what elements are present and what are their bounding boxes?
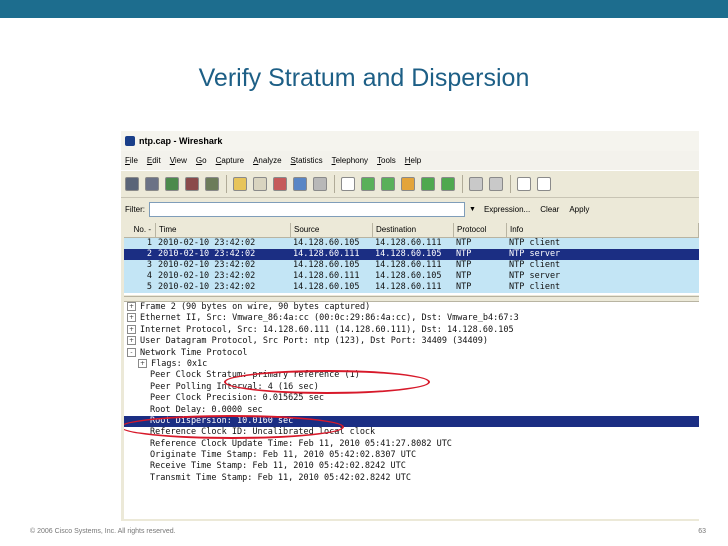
tree-item-root-delay[interactable] [124,405,699,416]
menu-statistics[interactable]: Statistics [290,156,323,165]
tree-item-transmit-time[interactable] [124,473,699,484]
column-header-info[interactable]: Info [507,223,699,237]
page-number: 63 [698,528,706,535]
packet-row[interactable] [124,271,699,282]
tree-item-label: Network Time Protocol [140,347,248,358]
packet-protocol: NTP [456,282,472,292]
footer-copyright: © 2006 Cisco Systems, Inc. All rights reserved. [30,528,176,535]
capture-options-icon[interactable] [145,177,159,191]
tree-item-receive-time[interactable] [124,461,699,472]
go-last-icon[interactable] [441,177,455,191]
packet-info: NTP server [509,249,561,259]
capture-restart-icon[interactable] [205,177,219,191]
packet-source: 14.128.60.111 [293,249,360,259]
tree-item-label: Root Dispersion: 10.0160 sec [150,415,294,426]
toolbar-separator [462,175,463,193]
tree-item-ntp[interactable] [124,348,699,359]
window-titlebar [121,131,699,151]
toolbar-separator [226,175,227,193]
go-back-icon[interactable] [361,177,375,191]
tree-item-label: Frame 2 (90 bytes on wire, 90 bytes captured) [140,302,371,312]
menu-capture[interactable]: Capture [215,156,245,165]
tree-item-label: User Datagram Protocol, Src Port: ntp (123), Dst Port: 34409 (34409) [140,336,488,347]
expand-icon[interactable]: + [128,303,135,310]
menu-help[interactable]: Help [404,156,422,165]
packet-protocol: NTP [456,271,472,281]
column-header-destination[interactable]: Destination [373,223,454,237]
tree-item-label: Receive Time Stamp: Feb 11, 2010 05:42:02.8242 UTC [150,461,406,472]
wireshark-window [121,131,699,521]
packet-info: NTP client [509,282,561,292]
packet-info: NTP server [509,271,561,281]
packet-no: 3 [146,260,152,270]
print-icon[interactable] [313,177,327,191]
packet-row[interactable] [124,260,699,271]
wireshark-app-icon [125,136,135,146]
filter-label: Filter: [125,204,145,214]
expression-button[interactable]: Expression... [483,204,531,214]
reload-icon[interactable] [293,177,307,191]
tree-item-label: Peer Clock Precision: 0.015625 sec [150,393,324,404]
column-header-protocol[interactable]: Protocol [454,223,507,237]
packet-protocol: NTP [456,249,472,259]
capture-start-icon[interactable] [165,177,179,191]
tree-item-label: Peer Clock Stratum: primary reference (1) [150,370,360,381]
tree-item-label: Peer Polling Interval: 4 (16 sec) [150,381,319,392]
tree-item-flags[interactable] [124,359,699,370]
tree-item-label: Transmit Time Stamp: Feb 11, 2010 05:42:02.8242 UTC [150,472,411,483]
filter-dropdown-icon[interactable]: ▼ [469,205,476,213]
packet-time: 2010-02-10 23:42:02 [158,249,256,259]
interface-list-icon[interactable] [125,177,139,191]
tree-item-root-dispersion[interactable] [124,416,699,427]
packet-destination: 14.128.60.111 [375,238,442,248]
packet-list-header [124,223,699,238]
packet-protocol: NTP [456,238,472,248]
autoscroll-icon[interactable] [489,177,503,191]
menu-file[interactable]: File [125,156,138,165]
open-file-icon[interactable] [233,177,247,191]
column-header-no[interactable]: No. - [124,223,156,237]
tree-item-precision[interactable] [124,393,699,404]
menu-edit[interactable]: Edit [146,156,161,165]
expand-icon[interactable]: + [139,359,146,367]
column-header-time[interactable]: Time [156,223,291,237]
packet-time: 2010-02-10 23:42:02 [158,271,256,281]
packet-no: 2 [146,249,152,259]
tree-item-reference-update-time[interactable] [124,439,699,450]
window-title: ntp.cap - Wireshark [139,136,223,146]
tree-item-label: Reference Clock ID: Uncalibrated local clock [150,427,376,438]
tree-item-stratum[interactable] [124,370,699,381]
tree-item-label: Internet Protocol, Src: 14.128.60.111 (14.128.60.111), Dst: 14.128.60.105 [140,324,514,335]
toolbar-separator [510,175,511,193]
filter-bar [121,198,699,220]
clear-button[interactable]: Clear [540,204,560,214]
go-to-packet-icon[interactable] [401,177,415,191]
slide-header-bar [0,0,728,18]
menu-bar [121,151,699,170]
tree-item-label: Ethernet II, Src: Vmware_86:4a:cc (00:0c:29:86:4a:cc), Dst: Vmware_b4:67:3 [140,313,519,324]
packet-no: 4 [146,271,152,281]
packet-info: NTP client [509,238,561,248]
packet-time: 2010-02-10 23:42:02 [158,260,256,270]
packet-source: 14.128.60.105 [293,260,360,270]
colorize-icon[interactable] [469,177,483,191]
packet-row[interactable] [124,238,699,249]
tree-item-label: Flags: 0x1c [151,358,208,369]
save-file-icon[interactable] [253,177,267,191]
packet-info: NTP client [509,260,561,270]
expand-icon[interactable]: + [128,325,135,333]
capture-stop-icon[interactable] [185,177,199,191]
tree-item-label: Root Delay: 0.0000 sec [150,404,263,415]
expand-icon[interactable]: + [128,337,135,345]
menu-view[interactable]: View [169,156,187,165]
menu-tools[interactable]: Tools [377,156,396,165]
packet-protocol: NTP [456,260,472,270]
tree-item-ethernet[interactable] [124,313,699,324]
tree-item-label: Originate Time Stamp: Feb 11, 2010 05:42:02.8307 UTC [150,450,417,461]
menu-analyze[interactable]: Analyze [253,156,282,165]
tree-item-udp[interactable] [124,336,699,347]
slide-title: Verify Stratum and Dispersion [198,64,530,92]
go-first-icon[interactable] [421,177,435,191]
packet-row-selected[interactable] [124,249,699,260]
apply-button[interactable]: Apply [569,204,590,214]
packet-no: 1 [146,238,152,248]
column-header-source[interactable]: Source [291,223,373,237]
packet-source: 14.128.60.105 [293,282,360,292]
packet-destination: 14.128.60.105 [375,271,442,281]
menu-telephony[interactable]: Telephony [331,156,369,165]
packet-no: 5 [146,282,152,292]
packet-destination: 14.128.60.105 [375,249,442,259]
tree-item-ip[interactable] [124,325,699,336]
packet-source: 14.128.60.105 [293,238,360,248]
packet-row[interactable] [124,282,699,293]
packet-list [124,223,699,295]
toolbar-separator [334,175,335,193]
tree-item-reference-clock-id[interactable] [124,427,699,438]
packet-time: 2010-02-10 23:42:02 [158,282,256,292]
zoom-in-icon[interactable] [517,177,531,191]
close-file-icon[interactable] [273,177,287,191]
expand-icon[interactable]: + [128,314,135,322]
packet-time: 2010-02-10 23:42:02 [158,238,256,248]
main-toolbar [121,170,699,198]
go-forward-icon[interactable] [381,177,395,191]
tree-item-label: Reference Clock Update Time: Feb 11, 2010 05:41:27.8082 UTC [150,438,452,449]
tree-item-originate-time[interactable] [124,450,699,461]
filter-input[interactable] [149,202,465,217]
find-packet-icon[interactable] [341,177,355,191]
packet-details-pane [124,302,699,519]
packet-destination: 14.128.60.111 [375,260,442,270]
tree-item-polling-interval[interactable] [124,382,699,393]
tree-item-frame[interactable] [124,302,699,313]
menu-go[interactable]: Go [195,156,207,165]
packet-source: 14.128.60.111 [293,271,360,281]
zoom-out-icon[interactable] [537,177,551,191]
packet-destination: 14.128.60.111 [375,282,442,292]
collapse-icon[interactable]: - [127,348,136,357]
